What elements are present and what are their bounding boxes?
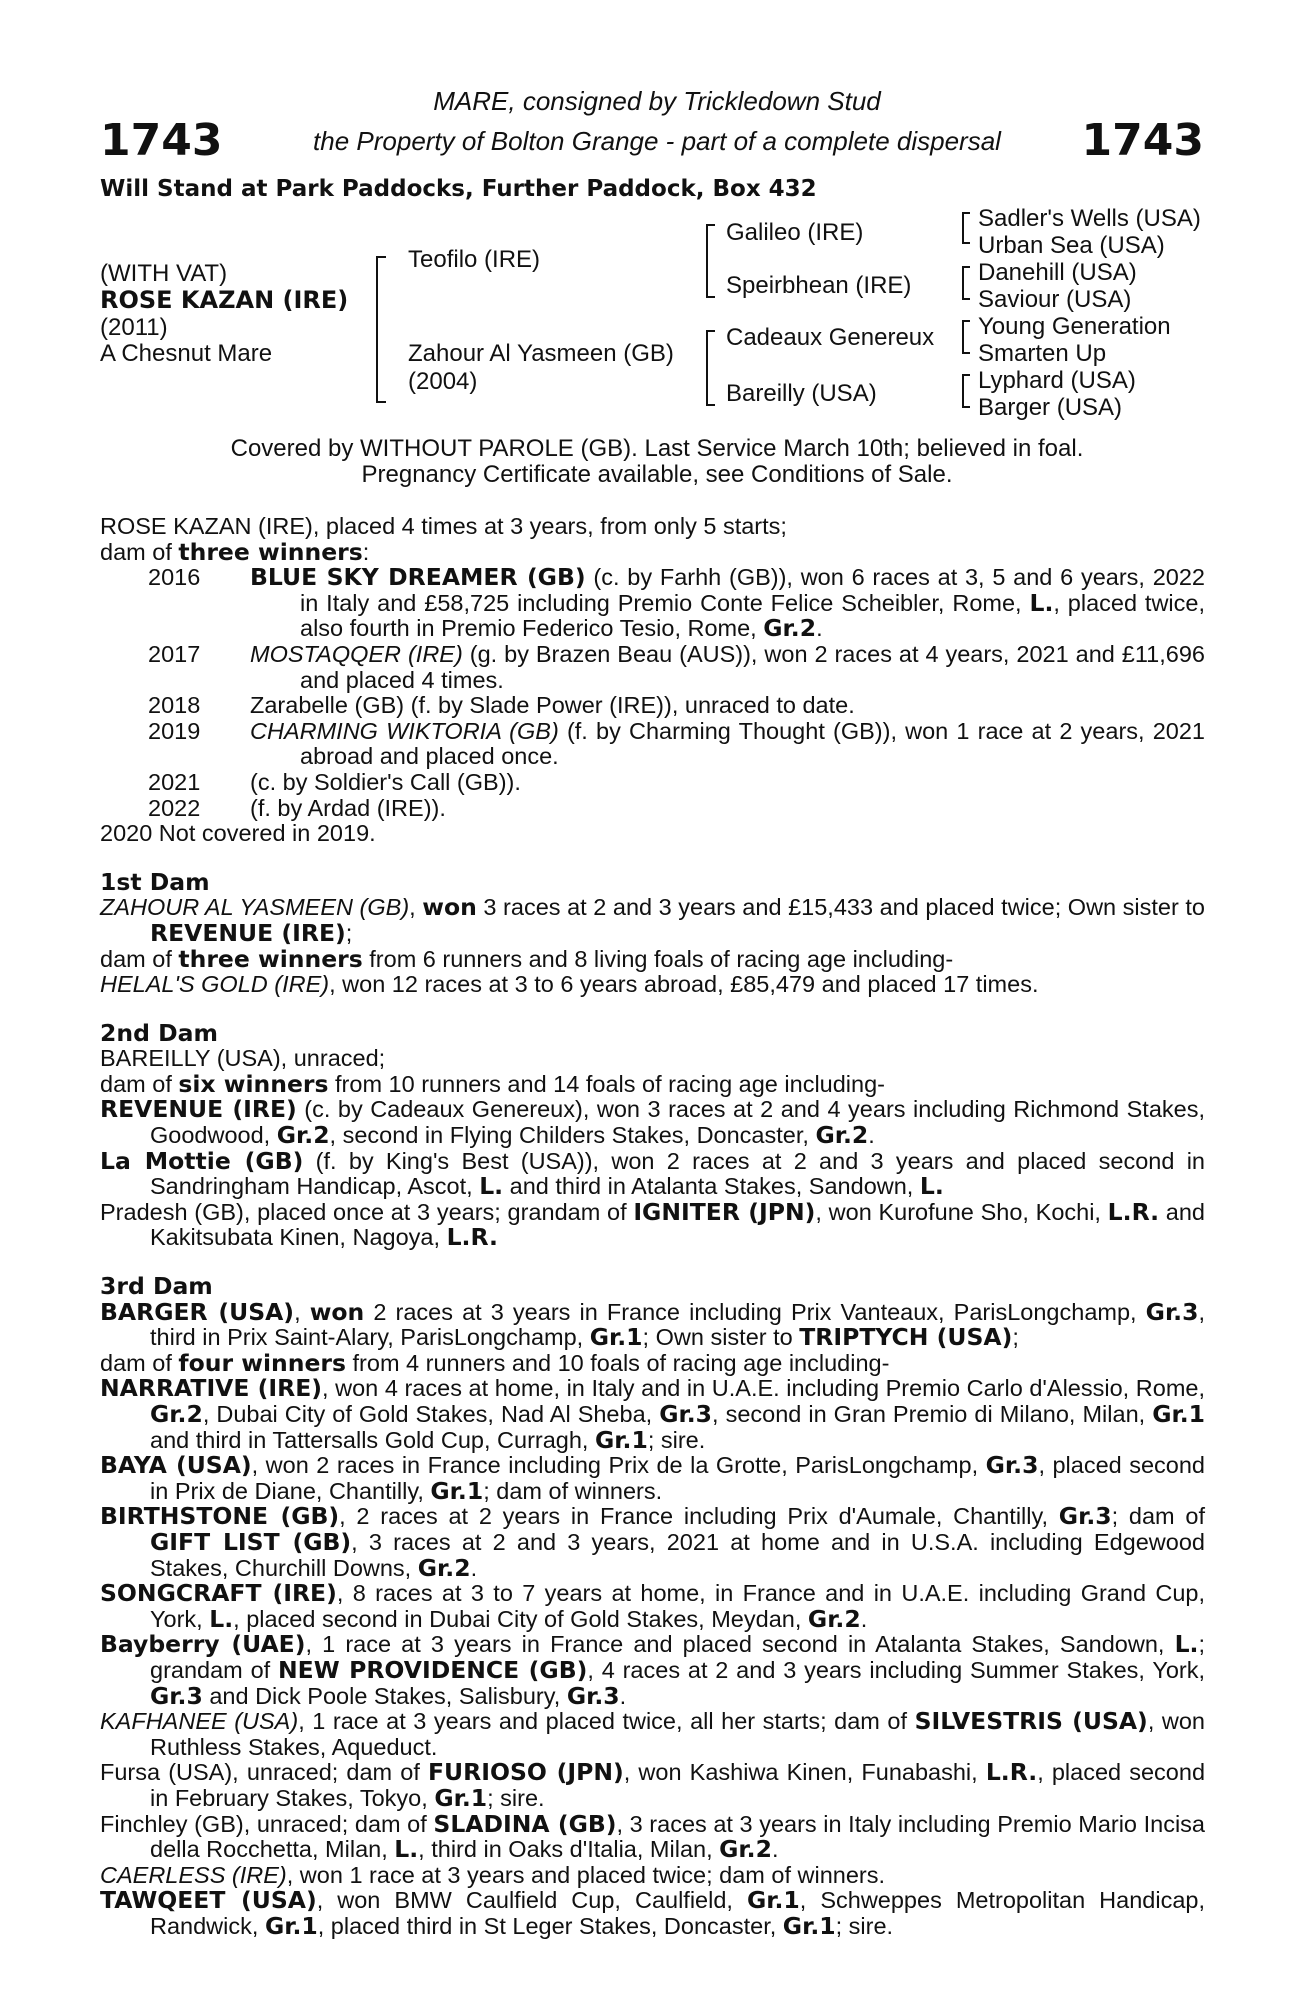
sire-dam: Speirbhean (IRE)	[726, 272, 912, 299]
brace-main	[376, 256, 386, 403]
catalogue-body	[100, 514, 1205, 1939]
third-dam-heading: 3rd Dam	[100, 1272, 213, 1301]
baya-foal-fursa: Fursa (USA), unraced; dam of FURIOSO (JPN), won Kashiwa Kinen, Funabashi, L.R., placed second in February Stakes, Tokyo, Gr.1; sire.	[100, 1758, 1206, 1812]
stand-location: Will Stand at Park Paddocks, Further Paddock, Box 432	[100, 176, 817, 202]
dsd: Smarten Up	[978, 340, 1107, 367]
sire: Teofilo (IRE)	[408, 246, 541, 273]
third-dam-foal-narrative: NARRATIVE (IRE), won 4 races at home, in Italy and in U.A.E. including Premio Carlo d'Alessio, Rome, Gr.2, Dubai City of Gold Stakes, Nad Al Sheba, Gr.3, second in Gran Premio di Milano, Milan, Gr.1 and third in Tattersalls Gold Cup, Curragh, Gr.1; sire.	[100, 1374, 1205, 1454]
brace-sd	[962, 266, 970, 300]
baya-foal-kafhanee: KAFHANEE (USA), 1 race at 3 years and placed twice, all her starts; dam of SILVESTRIS (USA), won Ruthless Stakes, Aqueduct.	[100, 1707, 1205, 1760]
horse-year: (2011)	[100, 314, 168, 341]
first-dam-foal: HELAL'S GOLD (IRE), won 12 races at 3 to 6 years abroad, £85,479 and placed 17 times.	[100, 971, 1039, 998]
first-dam-heading: 1st Dam	[100, 867, 210, 896]
horse-description: A Chesnut Mare	[100, 340, 273, 367]
consignor-line: MARE, consigned by Trickledown Stud	[433, 86, 881, 116]
produce-2016: 2016 BLUE SKY DREAMER (GB) (c. by Farhh (GB)), won 6 races at 3, 5 and 6 years, 2022 in Italy and £58,725 including Premio Conte Felice Scheibler, Rome, L., placed twice, also fourth in Premio Federico Tesio, Rome, Gr.2.	[148, 563, 1206, 643]
property-line: the Property of Bolton Grange - part of a complete dispersal	[313, 126, 1001, 156]
brace-ds	[962, 320, 970, 354]
pregnancy-certificate: Pregnancy Certificate available, see Conditions of Sale.	[361, 461, 953, 488]
baya-foal-songcraft: SONGCRAFT (IRE), 8 races at 3 to 7 years at home, in France and in U.A.E. including Grand Cup, York, L., placed second in Dubai City of Gold Stakes, Meydan, Gr.2.	[100, 1579, 1205, 1633]
produce-note: 2020 Not covered in 2019.	[100, 820, 376, 847]
produce-2017: 2017 MOSTAQQER (IRE) (g. by Brazen Beau (AUS)), won 2 races at 4 years, 2021 and £11,696 and placed 4 times.	[148, 640, 1205, 693]
produce-2019: 2019 CHARMING WIKTORIA (GB) (f. by Charming Thought (GB)), won 1 race at 2 years, 2021 abroad and placed once.	[148, 717, 1205, 770]
first-dam-produce: dam of three winners from 6 runners and 8 living foals of racing age including-	[100, 944, 954, 973]
dam-dam: Bareilly (USA)	[726, 380, 877, 407]
produce-2021: 2021 (c. by Soldier's Call (GB)).	[148, 768, 521, 795]
third-dam-foal-baya: BAYA (USA), won 2 races in France including Prix de la Grotte, ParisLongchamp, Gr.3, placed second in Prix de Diane, Chantilly, Gr.1; dam of winners.	[100, 1451, 1205, 1505]
dds: Lyphard (USA)	[978, 367, 1136, 394]
lot-number-right: 1743	[1081, 115, 1204, 166]
second-dam-foal-pradesh: Pradesh (GB), placed once at 3 years; grandam of IGNITER (JPN), won Kurofune Sho, Kochi, L.R. and Kakitsubata Kinen, Nagoya, L.R.	[100, 1197, 1205, 1252]
third-dam-race-record: BARGER (USA), won 2 races at 3 years in France including Prix Vanteaux, ParisLongchamp, Gr.3, third in Prix Saint-Alary, ParisLongchamp, Gr.1; Own sister to TRIPTYCH (USA);	[100, 1297, 1205, 1352]
second-dam-heading: 2nd Dam	[100, 1018, 218, 1047]
first-dam-race-record: ZAHOUR AL YASMEEN (GB), won 3 races at 2 and 3 years and £15,433 and placed twice; Own sister to REVENUE (IRE);	[100, 893, 1205, 947]
baya-foal-birthstone: BIRTHSTONE (GB), 2 races at 2 years in France including Prix d'Aumale, Chantilly, Gr.3; dam of GIFT LIST (GB), 3 races at 2 and 3 years, 2021 at home and in U.S.A. including Edgewood Stakes, Churchill Downs, Gr.2.	[100, 1502, 1205, 1582]
sdd: Saviour (USA)	[978, 286, 1132, 313]
horse-name: ROSE KAZAN (IRE)	[100, 286, 349, 314]
third-dam-foal-caerless: CAERLESS (IRE), won 1 race at 3 years and placed twice; dam of winners.	[100, 1861, 886, 1888]
brace-ss	[962, 212, 970, 244]
ssd: Urban Sea (USA)	[978, 232, 1165, 259]
sss: Sadler's Wells (USA)	[978, 205, 1201, 232]
ddd: Barger (USA)	[978, 394, 1123, 421]
dam: Zahour Al Yasmeen (GB)	[408, 340, 674, 367]
second-dam-foal-la-mottie: La Mottie (GB) (f. by King's Best (USA)), won 2 races at 2 and 3 years and placed second in Sandringham Handicap, Ascot, L. and third in Atalanta Stakes, Sandown, L.	[100, 1146, 1205, 1201]
dam-of-line: dam of three winners:	[100, 537, 370, 566]
brace-sire	[706, 224, 715, 298]
sds: Danehill (USA)	[978, 259, 1137, 286]
vat-note: (WITH VAT)	[100, 260, 228, 287]
produce-2022: 2022 (f. by Ardad (IRE)).	[148, 794, 446, 821]
produce-2018: 2018 Zarabelle (GB) (f. by Slade Power (IRE)), unraced to date.	[148, 692, 855, 719]
third-dam-produce: dam of four winners from 4 runners and 10 foals of racing age including-	[100, 1348, 890, 1377]
lot-number-left: 1743	[100, 115, 223, 166]
brace-dd	[962, 374, 970, 408]
second-dam-produce: dam of six winners from 10 runners and 14 foals of racing age including-	[100, 1069, 885, 1098]
dam-year: (2004)	[408, 368, 478, 395]
sire-sire: Galileo (IRE)	[726, 219, 864, 246]
second-dam-foal-revenue: REVENUE (IRE) (c. by Cadeaux Genereux), won 3 races at 2 and 4 years including Richmond Stakes, Goodwood, Gr.2, second in Flying Childers Stakes, Doncaster, Gr.2.	[100, 1095, 1205, 1150]
dam-sire: Cadeaux Genereux	[726, 324, 935, 351]
dss: Young Generation	[978, 313, 1171, 340]
baya-foal-bayberry: Bayberry (UAE), 1 race at 3 years in France and placed second in Atalanta Stakes, Sandown, L.; grandam of NEW PROVIDENCE (GB), 4 races at 2 and 3 years including Summer Stakes, York, Gr.3 and Dick Poole Stakes, Salisbury, Gr.3.	[100, 1630, 1206, 1710]
brace-dam	[706, 330, 715, 406]
caerless-foal-tawqeet: TAWQEET (USA), won BMW Caulfield Cup, Caulfield, Gr.1, Schweppes Metropolitan Handicap, Randwick, Gr.1, placed third in St Leger Stakes, Doncaster, Gr.1; sire.	[100, 1886, 1206, 1940]
baya-foal-finchley: Finchley (GB), unraced; dam of SLADINA (GB), 3 races at 3 years in Italy including Premio Mario Incisa della Rocchetta, Milan, L., third in Oaks d'Italia, Milan, Gr.2.	[100, 1809, 1205, 1864]
second-dam-race-record: BAREILLY (USA), unraced;	[100, 1045, 386, 1072]
covered-by: Covered by WITHOUT PAROLE (GB). Last Service March 10th; believed in foal.	[230, 435, 1084, 462]
produce-intro: ROSE KAZAN (IRE), placed 4 times at 3 years, from only 5 starts;	[100, 513, 787, 539]
